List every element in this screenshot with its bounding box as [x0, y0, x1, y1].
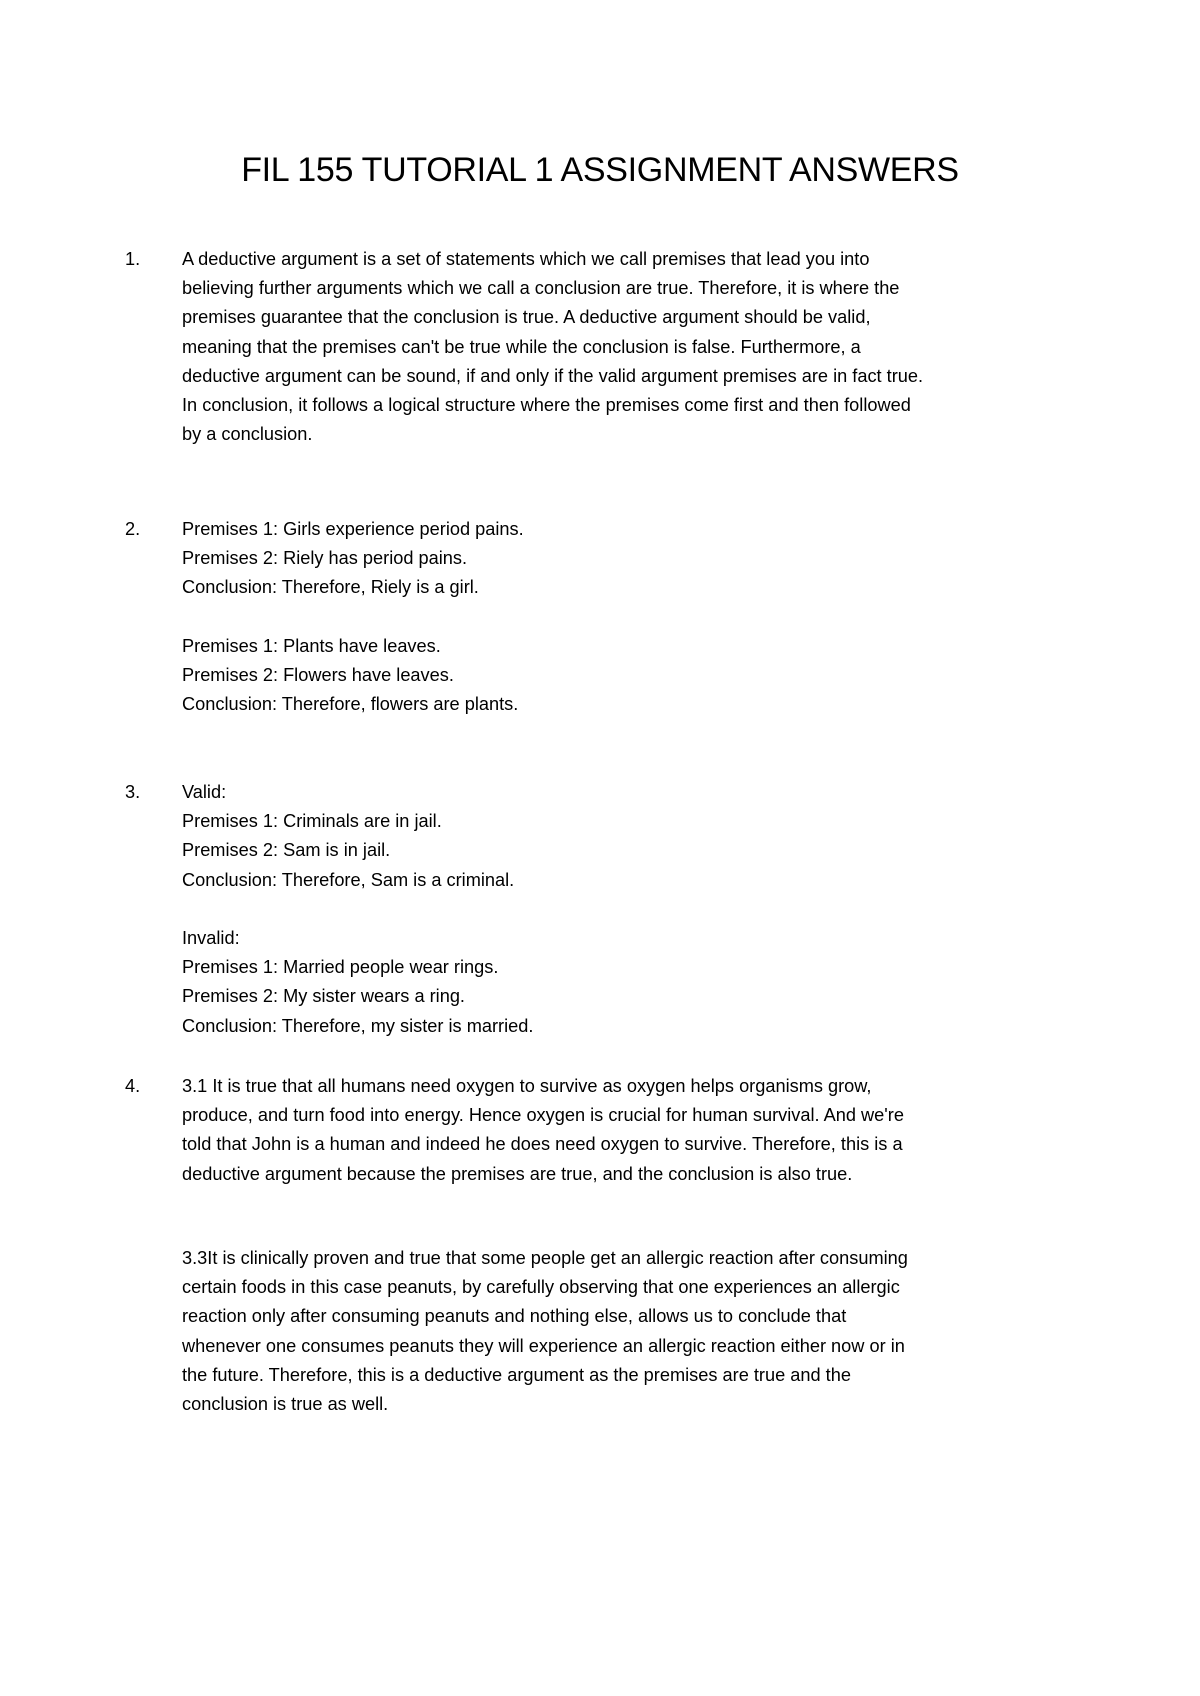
page-title: FIL 155 TUTORIAL 1 ASSIGNMENT ANSWERS — [241, 151, 959, 189]
premise-line: Premises 1: Girls experience period pains. — [182, 519, 524, 539]
conclusion-line: Conclusion: Therefore, flowers are plants. — [182, 694, 519, 715]
paragraph-line: 3.1 It is true that all humans need oxygen to survive as oxygen helps organisms grow, — [182, 1076, 872, 1096]
paragraph-line: deductive argument because the premises are true, and the conclusion is also true. — [182, 1163, 853, 1184]
valid-heading: Valid: — [182, 782, 227, 802]
invalid-heading: Invalid: — [182, 928, 240, 948]
list-number: 1. — [125, 249, 141, 269]
paragraph-line: believing further arguments which we call a conclusion are true. Therefore, it is where the — [182, 278, 900, 299]
paragraph-line: whenever one consumes peanuts they will experience an allergic reaction either now or in — [182, 1335, 905, 1356]
answer-1 — [125, 245, 1062, 449]
paragraph-line: the future. Therefore, this is a deductive argument as the premises are true and the — [182, 1364, 851, 1385]
premise-line: Premises 2: My sister wears a ring. — [182, 986, 465, 1007]
answer-4-part-2 — [182, 1244, 1062, 1419]
paragraph-line: premises guarantee that the conclusion is true. A deductive argument should be valid, — [182, 307, 871, 328]
answer-4 — [125, 1072, 1062, 1189]
answer-2 — [125, 515, 1062, 719]
paragraph-line: by a conclusion. — [182, 424, 313, 445]
premise-line: Premises 1: Plants have leaves. — [182, 635, 441, 656]
paragraph-line: In conclusion, it follows a logical structure where the premises come first and then followed — [182, 395, 911, 416]
paragraph-line: deductive argument can be sound, if and only if the valid argument premises are in fact true. — [182, 365, 924, 386]
paragraph-line: 3.3It is clinically proven and true that some people get an allergic reaction after consuming — [182, 1248, 908, 1268]
premise-line: Premises 2: Sam is in jail. — [182, 840, 391, 861]
conclusion-line: Conclusion: Therefore, Sam is a criminal. — [182, 869, 515, 890]
paragraph-line: reaction only after consuming peanuts and nothing else, allows us to conclude that — [182, 1306, 847, 1327]
paragraph-line: told that John is a human and indeed he does need oxygen to survive. Therefore, this is a — [182, 1134, 903, 1155]
premise-line: Premises 1: Criminals are in jail. — [182, 811, 442, 832]
paragraph-line: produce, and turn food into energy. Hence oxygen is crucial for human survival. And we're — [182, 1105, 904, 1126]
paragraph-line: A deductive argument is a set of statements which we call premises that lead you into — [182, 249, 870, 269]
conclusion-line: Conclusion: Therefore, Riely is a girl. — [182, 577, 479, 598]
list-number: 2. — [125, 519, 141, 539]
premise-line: Premises 2: Flowers have leaves. — [182, 665, 454, 685]
paragraph-line: certain foods in this case peanuts, by carefully observing that one experiences an allergic — [182, 1277, 900, 1298]
conclusion-line: Conclusion: Therefore, my sister is married. — [182, 1015, 534, 1036]
list-number: 3. — [125, 782, 141, 802]
premise-line: Premises 1: Married people wear rings. — [182, 957, 499, 978]
list-number: 4. — [125, 1076, 141, 1096]
answer-3 — [125, 778, 1062, 1041]
premise-line: Premises 2: Riely has period pains. — [182, 548, 468, 569]
paragraph-line: meaning that the premises can't be true while the conclusion is false. Furthermore, a — [182, 336, 861, 357]
paragraph-line: conclusion is true as well. — [182, 1394, 389, 1415]
